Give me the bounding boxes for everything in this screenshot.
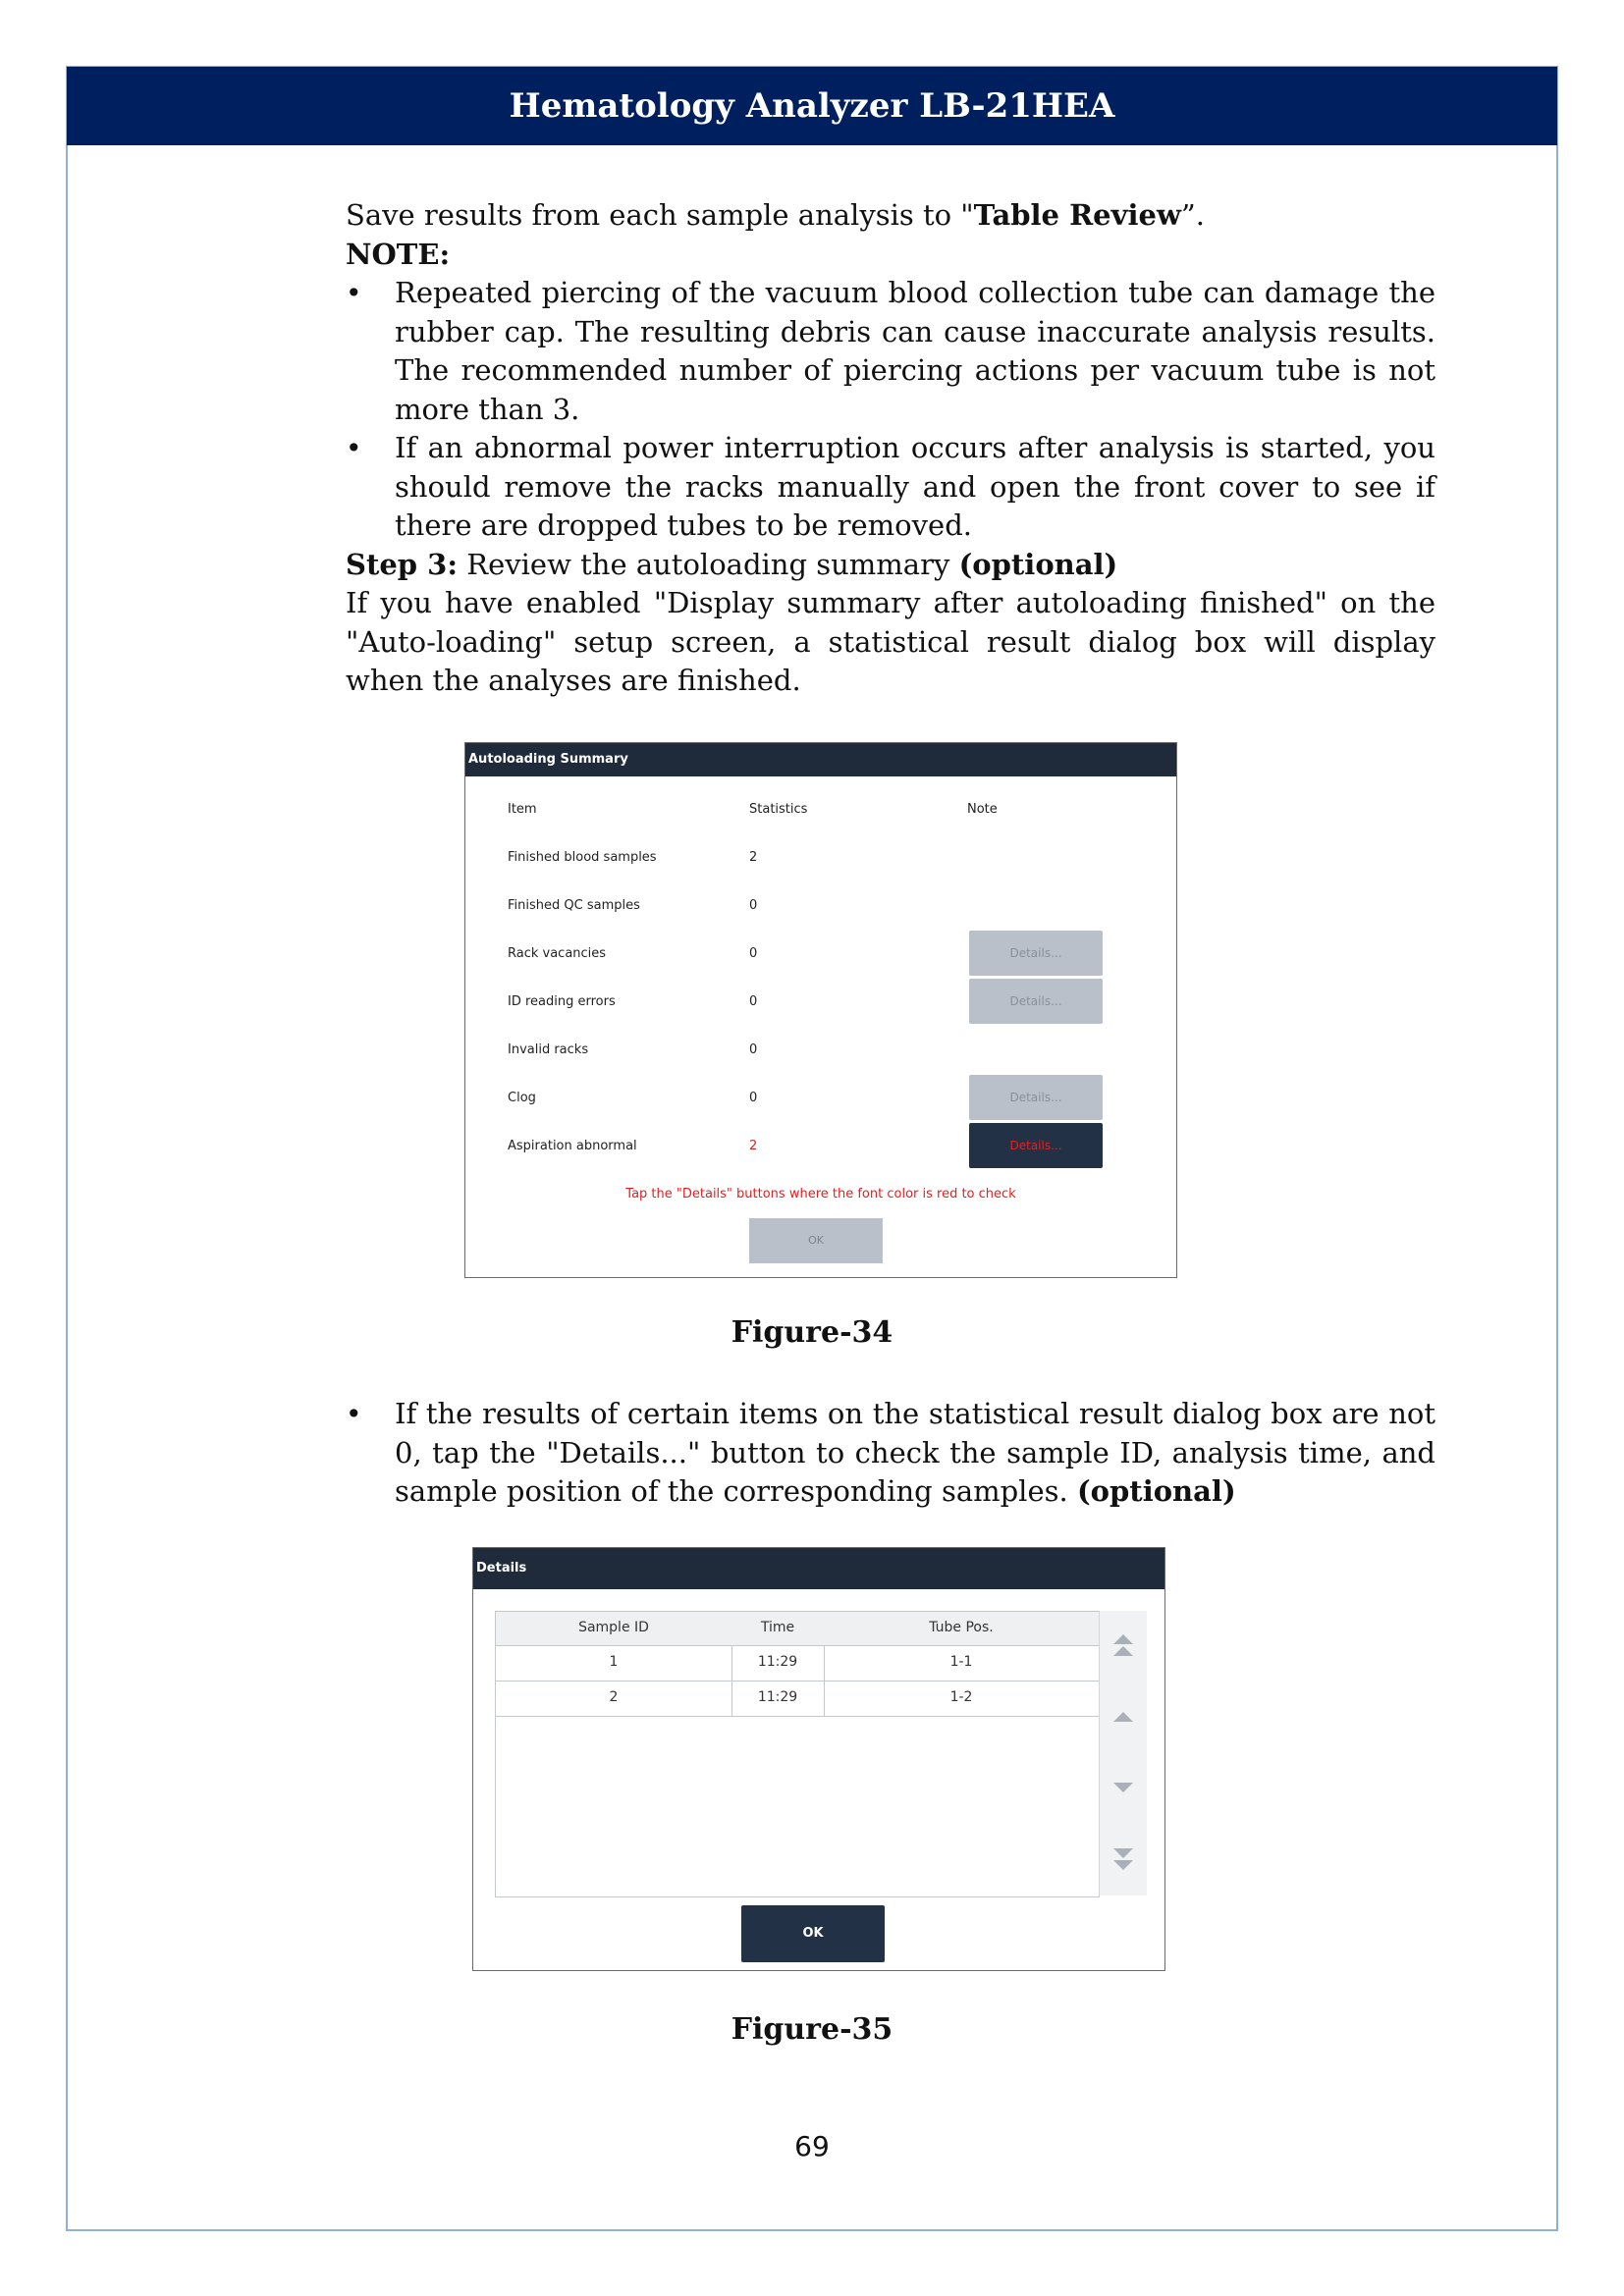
row-1-tube-pos[interactable]: 1-1 [949, 1654, 973, 1670]
row-label-rack-vacancies: Rack vacancies [508, 946, 607, 961]
scroll-top-icon[interactable] [1100, 1611, 1147, 1682]
column-header-note: Note [967, 802, 998, 817]
figure-34-caption: Figure-34 [731, 1315, 893, 1350]
note-bullets [346, 274, 1435, 546]
row-1-time[interactable]: 11:29 [757, 1654, 798, 1670]
note-label: NOTE: [346, 237, 451, 271]
step-3-description: If you have enabled "Display summary after autoloading finished" on the "Auto-loading" setup screen, a statistical result dialog box will display when the analyses are finished. [346, 586, 1435, 697]
row-divider [496, 1681, 1099, 1682]
autoloading-summary-dialog [464, 742, 1177, 1278]
column-header-sample-id: Sample ID [578, 1620, 649, 1635]
row-2-sample-id[interactable]: 2 [609, 1689, 619, 1705]
row-label-finished-blood: Finished blood samples [508, 850, 657, 865]
note-bullet-1: • Repeated piercing of the vacuum blood collection tube can damage the rubber cap. The resulting debris can cause inaccurate analysis results. The recommended number of piercing actions per vacuum tube is not more than 3. [346, 274, 1435, 429]
scroll-down-icon[interactable] [1100, 1752, 1147, 1823]
figure-35-caption: Figure-35 [731, 2012, 893, 2047]
row-value-finished-blood: 2 [749, 850, 758, 865]
summary-ok-button[interactable]: OK [749, 1218, 883, 1263]
row-label-clog: Clog [508, 1091, 536, 1105]
details-bullet: • If the results of certain items on the statistical result dialog box are not 0, tap the "Details..." button to check the sample ID, analysis time, and sample position of the corresponding samples. (optional) [346, 1395, 1435, 1512]
details-instruction [346, 1395, 1435, 1512]
row-divider [496, 1716, 1099, 1717]
row-value-id-reading-errors: 0 [749, 994, 758, 1009]
row-label-aspiration-abnormal: Aspiration abnormal [508, 1139, 637, 1153]
details-hint-text: Tap the "Details" buttons where the font color is red to check [625, 1187, 1016, 1201]
step-3-heading: Step 3: Review the autoloading summary (optional) [346, 547, 1118, 581]
dialog-title: Autoloading Summary [465, 743, 1176, 776]
scroll-bottom-icon[interactable] [1100, 1823, 1147, 1894]
column-header-tube-pos: Tube Pos. [929, 1620, 994, 1635]
row-label-id-reading-errors: ID reading errors [508, 994, 616, 1009]
column-header-item: Item [508, 802, 537, 817]
row-label-finished-qc: Finished QC samples [508, 898, 640, 913]
row-2-time[interactable]: 11:29 [757, 1689, 798, 1705]
column-header-statistics: Statistics [749, 802, 808, 817]
row-value-invalid-racks: 0 [749, 1042, 758, 1057]
row-value-finished-qc: 0 [749, 898, 758, 913]
details-table [495, 1611, 1100, 1897]
page-number: 69 [794, 2130, 830, 2163]
row-value-rack-vacancies: 0 [749, 946, 758, 961]
clog-details-button[interactable]: Details... [969, 1075, 1103, 1120]
row-1-sample-id[interactable]: 1 [609, 1654, 619, 1670]
row-value-aspiration-abnormal: 2 [749, 1139, 758, 1153]
row-2-tube-pos[interactable]: 1-2 [949, 1689, 973, 1705]
scroll-bar [1099, 1611, 1147, 1896]
column-header-time: Time [760, 1620, 795, 1635]
page-header: Hematology Analyzer LB-21HEA [67, 67, 1557, 145]
row-value-clog: 0 [749, 1091, 758, 1105]
intro-text [346, 196, 1435, 701]
save-results-line: Save results from each sample analysis to "Table Review”. [346, 198, 1205, 232]
id-reading-errors-details-button[interactable]: Details... [969, 979, 1103, 1024]
row-label-invalid-racks: Invalid racks [508, 1042, 589, 1057]
rack-vacancies-details-button[interactable]: Details... [969, 931, 1103, 976]
note-bullet-2: • If an abnormal power interruption occurs after analysis is started, you should remove the racks manually and open the front cover to see if there are dropped tubes to be removed. [346, 429, 1435, 546]
scroll-up-icon[interactable] [1100, 1682, 1147, 1752]
aspiration-abnormal-details-button[interactable]: Details... [969, 1123, 1103, 1168]
details-dialog-title: Details [473, 1548, 1164, 1589]
details-ok-button[interactable]: OK [741, 1905, 885, 1962]
details-dialog [472, 1547, 1165, 1971]
